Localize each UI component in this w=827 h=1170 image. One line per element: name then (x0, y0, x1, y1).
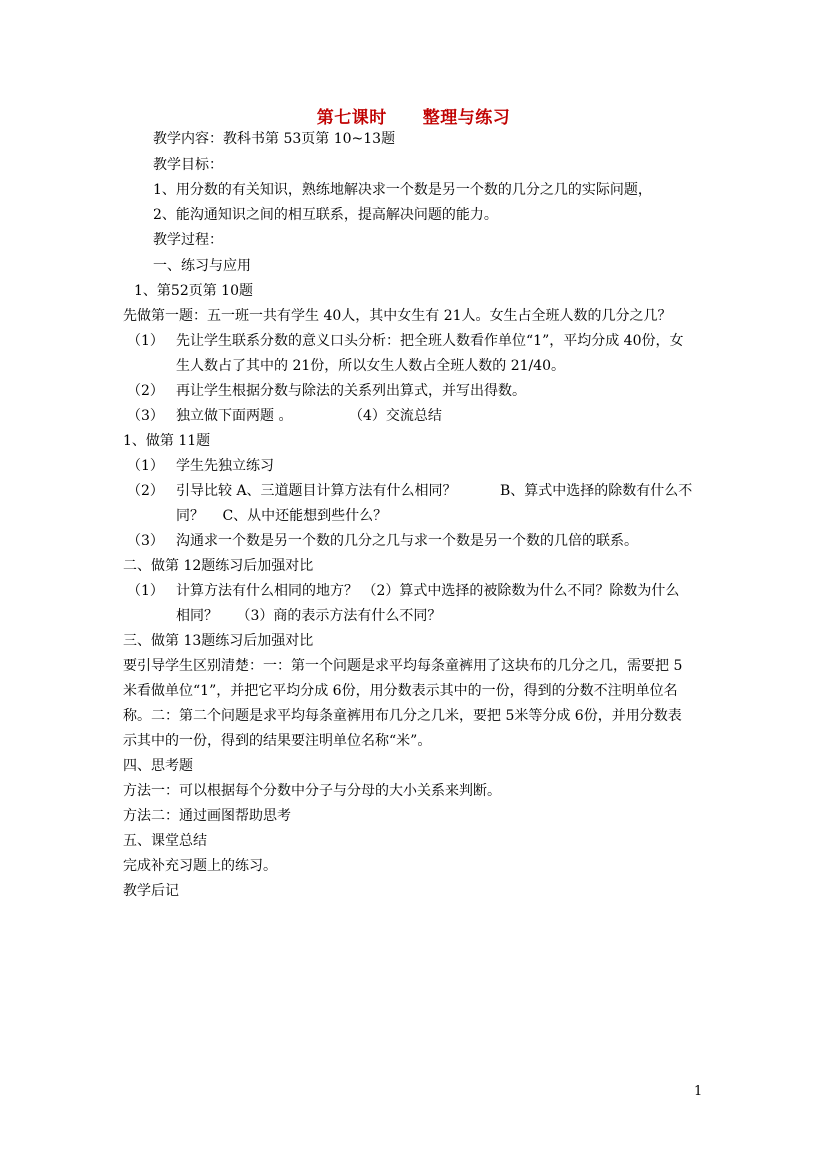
item-11-step-3: 沟通求一个数是另一个数的几分之几与求一个数是另一个数的几倍的联系。 (176, 533, 638, 549)
item-11-step-2c: 同？ C、从中还能想到些什么？ (176, 508, 388, 524)
item-1-heading: 1、第52页第 10题 (134, 283, 253, 299)
section-2-heading: 二、做第 12题练习后加强对比 (123, 558, 314, 574)
section-1-heading: 一、练习与应用 (153, 258, 251, 274)
section-3-paragraph-line-4: 示其中的一份，得到的结果要注明单位名称“米”。 (123, 733, 432, 749)
section-3-heading: 三、做第 13题练习后加强对比 (123, 633, 314, 649)
item-11-heading: 1、做第 11题 (123, 433, 211, 449)
title-lesson: 第七课时 (316, 108, 387, 128)
step-1-text: 先让学生联系分数的意义口头分析：把全班人数看作单位“1”，平均分成 40份，女 (176, 333, 684, 349)
section-3-paragraph-line-2: 米看做单位“1”，并把它平均分成 6份，用分数表示其中的一份，得到的分数不注明单位名 (123, 683, 678, 699)
teaching-notes-heading: 教学后记 (123, 883, 179, 899)
list-number: （1） (127, 333, 164, 349)
section-2-questions: 计算方法有什么相同的地方？ （2）算式中选择的被除数为什么不同？除数为什么 (176, 583, 680, 599)
list-number: （1） (127, 458, 164, 474)
step-3-text: 独立做下面两题 。 (176, 408, 293, 424)
step-2-text: 再让学生根据分数与除法的关系列出算式，并写出得数。 (176, 383, 526, 399)
teaching-content-line: 教学内容：教科书第 53页第 10~13题 (153, 131, 396, 147)
method-1: 方法一：可以根据每个分数中分子与分母的大小关系来判断。 (123, 783, 501, 799)
step-4-text: （4）交流总结 (349, 408, 442, 424)
goal-1: 1、用分数的有关知识，熟练地解决求一个数是另一个数的几分之几的实际问题， (153, 182, 652, 198)
section-4-heading: 四、思考题 (123, 758, 193, 774)
method-2: 方法二：通过画图帮助思考 (123, 808, 291, 824)
list-number: （3） (127, 533, 164, 549)
list-number: （2） (127, 383, 164, 399)
goal-2: 2、能沟通知识之间的相互联系，提高解决问题的能力。 (153, 207, 498, 223)
list-number: （3） (127, 408, 164, 424)
teaching-goals-heading: 教学目标： (153, 157, 223, 173)
section-5-heading: 五、课堂总结 (123, 833, 207, 849)
list-number: （2） (127, 483, 164, 499)
item-11-step-1: 学生先独立练习 (176, 458, 274, 474)
item-11-step-2a: 引导比较 A、三道题目计算方法有什么相同？ (176, 483, 457, 499)
page-title (0, 103, 827, 128)
title-topic: 整理与练习 (422, 108, 511, 128)
page-number: 1 (694, 1084, 703, 1099)
step-1-text-cont: 生人数占了其中的 21份，所以女生人数占全班人数的 21/40。 (176, 358, 566, 374)
item-11-step-2b: B、算式中选择的除数有什么不 (500, 483, 693, 499)
section-3-paragraph-line-3: 称。二：第二个问题是求平均每条童裤用布几分之几米，要把 5米等分成 6份，并用分数表 (123, 708, 682, 724)
first-problem: 先做第一题：五一班一共有学生 40人，其中女生有 21人。女生占全班人数的几分之几？ (123, 308, 672, 324)
section-3-paragraph-line-1: 要引导学生区别清楚：一：第一个问题是求平均每条童裤用了这块布的几分之几，需要把 5 (123, 658, 683, 674)
teaching-process-heading: 教学过程： (153, 232, 223, 248)
summary-text: 完成补充习题上的练习。 (123, 858, 277, 874)
list-number: （1） (127, 583, 164, 599)
section-2-questions-cont: 相同？ （3）商的表示方法有什么不同？ (176, 608, 442, 624)
